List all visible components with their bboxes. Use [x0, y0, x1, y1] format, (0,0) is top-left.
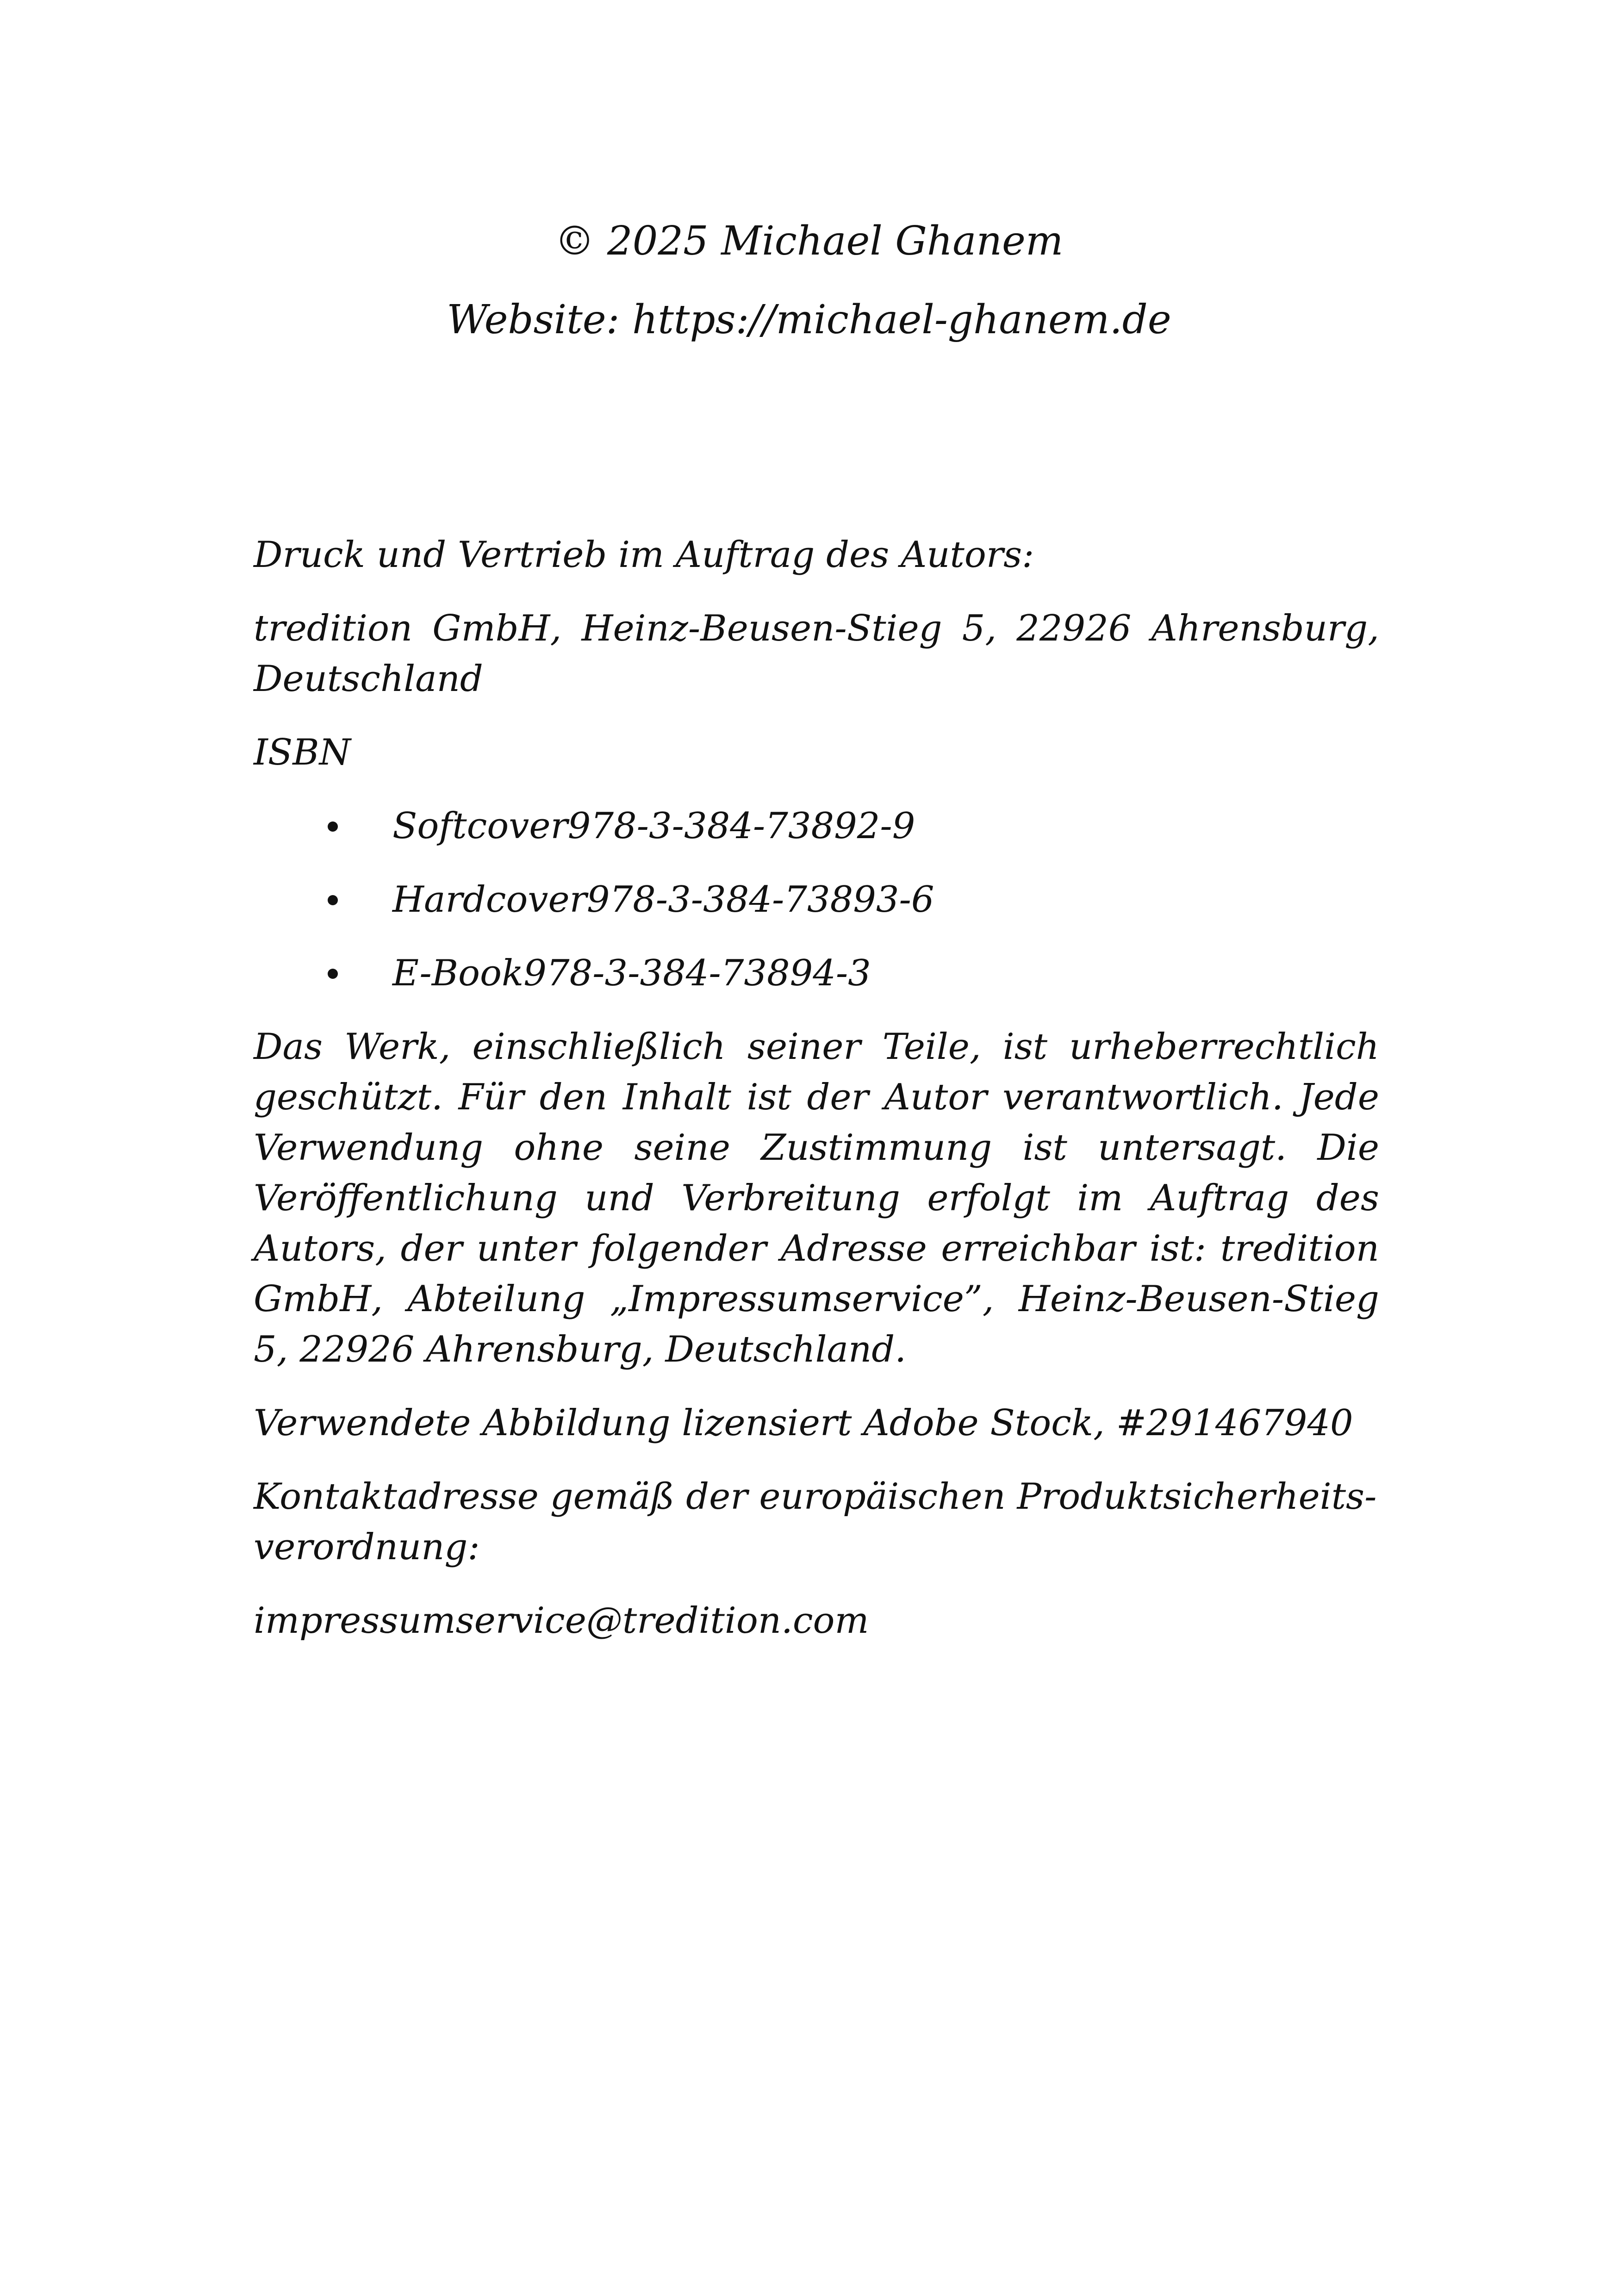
bullet-icon: [328, 821, 338, 832]
contact-email: impressumservice@tredition.com: [254, 1600, 869, 1642]
isbn-softcover: Softcover978-3-384-73892-9: [392, 805, 915, 847]
isbn-label: ISBN: [254, 732, 351, 773]
bullet-icon: [328, 895, 338, 905]
copyright-notice: Das Werk, einschließlich seiner Teile, ist urheberrechtlich geschützt. Für den Inhalt ist der Autor verantwortlich. Jede Verwendung ohne seine Zustimmung ist untersagt. Die Veröffentlichung und Verbreitung erfolgt im Auftrag des Autors, der unter folgender Adresse erreichbar ist: tredition GmbH, Abteilung „Impressumservice”, Heinz-Beusen-Stieg 5, 22926 Ahrensburg, Deutschland.: [254, 1026, 1379, 1370]
image-credit: Verwendete Abbildung lizensiert Adobe Stock, #291467940: [254, 1402, 1353, 1444]
publisher-address: tredition GmbH, Heinz-Beusen-Stieg 5, 22926 Ahrensburg, Deutschland: [254, 608, 1379, 700]
isbn-hardcover: Hardcover978-3-384-73893-6: [392, 879, 934, 921]
isbn-list: [254, 801, 1379, 999]
bullet-icon: [328, 969, 338, 979]
isbn-item-ebook: [254, 948, 1379, 999]
contact-label: Kontaktadresse gemäß der europäischen Produktsicherheitsverordnung:: [254, 1476, 1377, 1568]
isbn-item-softcover: [254, 801, 1379, 852]
isbn-item-hardcover: [254, 875, 1379, 925]
imprint-content: [254, 530, 1379, 1669]
print-distribution-label: Druck und Vertrieb im Auftrag des Autors:: [254, 534, 1034, 576]
copyright-line: © 2025 Michael Ghanem: [554, 218, 1064, 264]
isbn-ebook: E-Book978-3-384-73894-3: [392, 952, 871, 994]
website-line: Website: https://michael-ghanem.de: [447, 297, 1171, 343]
